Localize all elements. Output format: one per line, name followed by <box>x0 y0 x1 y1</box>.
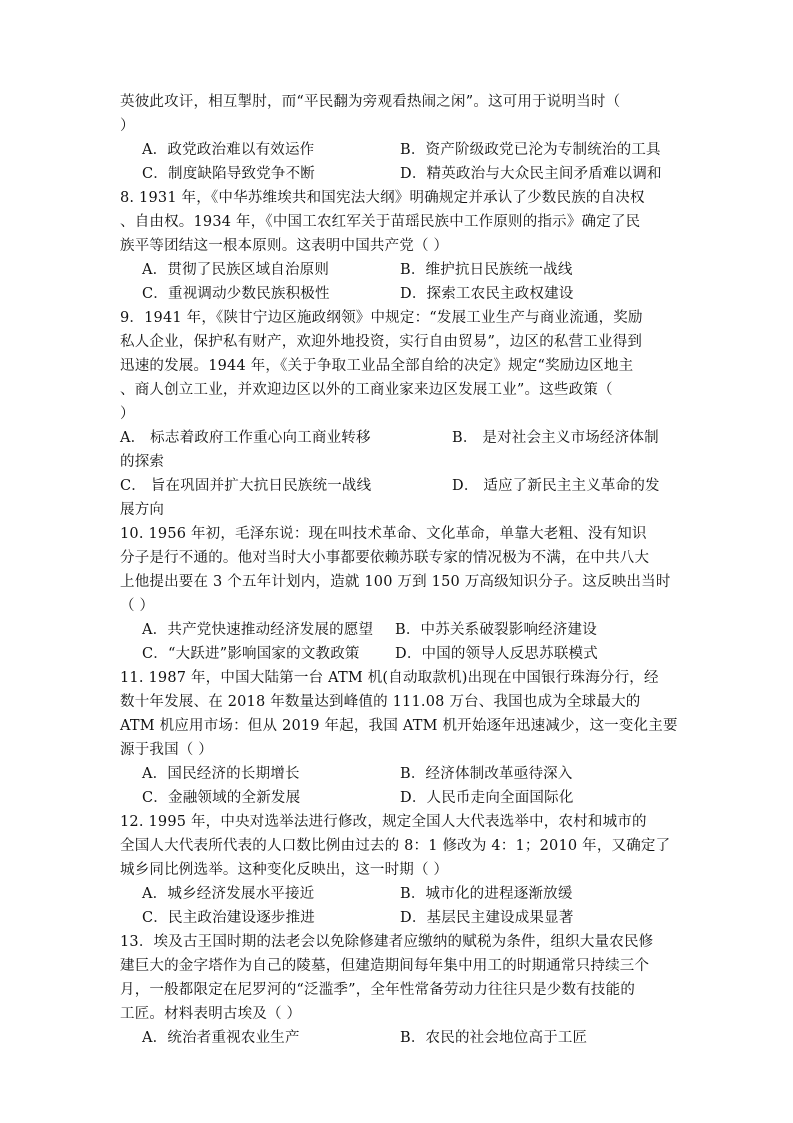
q8-option-c[interactable]: C．重视调动少数民族积极性 <box>142 286 330 302</box>
q7-option-c[interactable]: C．制度缺陷导致党争不断 <box>142 166 315 182</box>
q7-stem-line: ） <box>120 118 135 134</box>
q12-stem-line: 全国人大代表所代表的人口数比例由过去的 8：1 修改为 4：1；2010 年，又确定了 <box>120 838 671 854</box>
q10-option-d[interactable]: D．中国的领导人反思苏联模式 <box>395 646 598 662</box>
q11-option-b[interactable]: B．经济体制改革亟待深入 <box>400 766 573 782</box>
q13-stem-line: 月，一般都限定在尼罗河的“泛滥季”，全年性常备劳动力往往只是少数有技能的 <box>120 982 636 998</box>
q10-stem-line: （ ） <box>120 598 155 614</box>
q9-stem-line: 迅速的发展。1944 年，《关于争取工业品全部自给的决定》规定“奖励边区地主 <box>120 358 634 374</box>
q7-option-d[interactable]: D．精英政治与大众民主间矛盾难以调和 <box>400 166 662 182</box>
q12-option-d[interactable]: D．基层民主建设成果显著 <box>400 910 574 926</box>
q9-option-d-cont[interactable]: 展方向 <box>120 502 165 518</box>
q8-stem-line: 8. 1931 年，《中华苏维埃共和国宪法大纲》明确规定并承认了少数民族的自决权 <box>120 190 645 206</box>
q10-stem-line: 10. 1956 年初，毛泽东说：现在叫技术革命、文化革命，单靠大老粗、没有知识 <box>120 526 647 542</box>
q13-stem-line: 13．埃及古王国时期的法老会以免除修建者应缴纳的赋税为条件，组织大量农民修 <box>120 934 654 950</box>
q8-option-a[interactable]: A．贯彻了民族区域自治原则 <box>142 262 330 278</box>
q10-option-a[interactable]: A．共产党快速推动经济发展的愿望 <box>142 622 374 638</box>
q11-stem-line: 源于我国（ ） <box>120 742 214 758</box>
q11-option-a[interactable]: A．国民经济的长期增长 <box>142 766 300 782</box>
q9-stem-line: ） <box>120 406 135 422</box>
q9-option-d[interactable]: D． 适应了新民主主义革命的发 <box>452 478 660 494</box>
q10-stem-line: 分子是行不通的。他对当时大小事都要依赖苏联专家的情况极为不满，在中共八大 <box>120 550 650 566</box>
q10-option-b[interactable]: B．中苏关系破裂影响经济建设 <box>395 622 597 638</box>
q9-stem-line: 9．1941 年，《陕甘宁边区施政纲领》中规定：“发展工业生产与商业流通，奖励 <box>120 310 643 326</box>
q9-stem-line: 私人企业，保护私有财产，欢迎外地投资，实行自由贸易”，边区的私营工业得到 <box>120 334 643 350</box>
q12-option-b[interactable]: B．城市化的进程逐渐放缓 <box>400 886 573 902</box>
q9-option-c[interactable]: C． 旨在巩固并扩大抗日民族统一战线 <box>120 478 372 494</box>
q8-stem-line: 族平等团结这一根本原则。这表明中国共产党（ ） <box>120 238 449 254</box>
q13-stem-line: 工匠。材料表明古埃及（ ） <box>120 1006 302 1022</box>
q12-stem-line: 城乡同比例选举。这种变化反映出，这一时期（ ） <box>120 862 449 878</box>
q10-stem-line: 上他提出要在 3 个五年计划内，造就 100 万到 150 万高级知识分子。这反映出当时 <box>120 574 671 590</box>
q13-option-a[interactable]: A．统治者重视农业生产 <box>142 1030 300 1046</box>
q11-stem-line: ATM 机应用市场：但从 2019 年起，我国 ATM 机开始逐年迅速减少，这一变化主要 <box>120 718 678 734</box>
q12-stem-line: 12. 1995 年，中央对选举法进行修改，规定全国人大代表选举中，农村和城市的 <box>120 814 647 830</box>
q12-option-a[interactable]: A．城乡经济发展水平接近 <box>142 886 315 902</box>
q9-option-b-cont[interactable]: 的探索 <box>120 454 165 470</box>
q7-option-b[interactable]: B．资产阶级政党已沦为专制统治的工具 <box>400 142 661 158</box>
q12-option-c[interactable]: C．民主政治建设逐步推进 <box>142 910 315 926</box>
q9-stem-line: 、商人创立工业，并欢迎边区以外的工商业家来边区发展工业”。这些政策（ <box>120 382 613 398</box>
q11-option-d[interactable]: D．人民币走向全面国际化 <box>400 790 574 806</box>
q13-stem-line: 建巨大的金字塔作为自己的陵墓，但建造期间每年集中用工的时期通常只持续三个 <box>120 958 650 974</box>
q11-stem-line: 数十年发展、在 2018 年数量达到峰值的 111.08 万台、我国也成为全球最大的 <box>120 694 641 710</box>
q8-option-b[interactable]: B．维护抗日民族统一战线 <box>400 262 573 278</box>
q7-stem-line: 英彼此攻讦，相互掣肘，而“平民翻为旁观看热闹之闲”。这可用于说明当时（ <box>120 94 621 110</box>
q9-option-a[interactable]: A． 标志着政府工作重心向工商业转移 <box>120 430 371 446</box>
q11-stem-line: 11. 1987 年，中国大陆第一台 ATM 机(自动取款机)出现在中国银行珠海分行，经 <box>120 670 659 686</box>
q7-option-a[interactable]: A．政党政治难以有效运作 <box>142 142 315 158</box>
q9-option-b[interactable]: B． 是对社会主义市场经济体制 <box>452 430 659 446</box>
q10-option-c[interactable]: C．“大跃进”影响国家的文教政策 <box>142 646 360 662</box>
q13-option-b[interactable]: B．农民的社会地位高于工匠 <box>400 1030 588 1046</box>
q8-stem-line: 、自由权。1934 年，《中国工农红军关于苗瑶民族中工作原则的指示》确定了民 <box>120 214 641 230</box>
q11-option-c[interactable]: C．金融领域的全新发展 <box>142 790 301 806</box>
q8-option-d[interactable]: D．探索工农民主政权建设 <box>400 286 574 302</box>
